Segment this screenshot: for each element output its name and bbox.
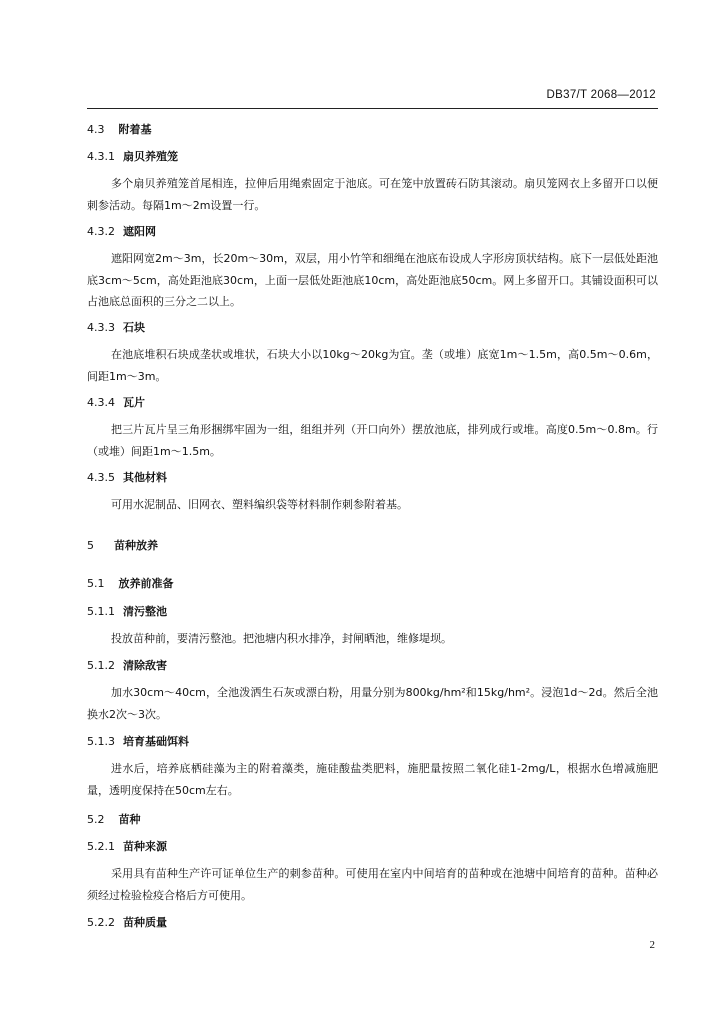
heading-5-1-1 [87,603,167,619]
heading-4-3-5 [87,469,167,485]
heading-4-3-1 [87,148,178,164]
paragraph: 在池底堆积石块成垄状或堆状，石块大小以10kg～20kg为宜。垄（或堆）底宽1m～1.5m，高0.5m～0.6m，间距1m～3m。 [87,348,658,383]
heading-5-1-3 [87,733,189,749]
heading-number: 4.3.1 [87,150,115,163]
heading-number: 5.1.1 [87,605,115,618]
heading-title: 瓦片 [123,396,145,409]
heading-number: 5.2.2 [87,916,115,929]
heading-number: 5.1.2 [87,659,115,672]
heading-number: 4.3.5 [87,471,115,484]
heading-4-3-4 [87,394,145,410]
heading-4-3 [87,121,152,137]
heading-number: 5 [87,539,94,552]
paragraph: 可用水泥制品、旧网衣、塑料编织袋等材料制作刺参附着基。 [111,498,408,511]
heading-title: 遮阳网 [123,225,156,238]
paragraph: 把三片瓦片呈三角形捆绑牢固为一组，组组并列（开口向外）摆放池底，排列成行或堆。高度0.5m～0.8m。行（或堆）间距1m～1.5m。 [87,423,658,458]
heading-title: 苗种质量 [123,916,167,929]
heading-number: 4.3 [87,123,105,136]
heading-4-3-2 [87,223,156,239]
heading-number: 4.3.3 [87,321,115,334]
heading-number: 5.2 [87,813,105,826]
heading-title: 其他材料 [123,471,167,484]
heading-title: 清污整池 [123,605,167,618]
heading-4-3-3 [87,319,145,335]
paragraph: 加水30cm～40cm，全池泼洒生石灰或漂白粉，用量分别为800kg/hm²和15kg/hm²。浸泡1d～2d。然后全池换水2次～3次。 [87,686,658,721]
heading-5-2-1 [87,838,167,854]
heading-number: 5.1 [87,577,105,590]
heading-5-2-2 [87,914,167,930]
header-rule [87,108,658,109]
heading-title: 苗种来源 [123,840,167,853]
paragraph: 多个扇贝养殖笼首尾相连，拉伸后用绳索固定于池底。可在笼中放置砖石防其滚动。扇贝笼网衣上多留开口以便刺参活动。每隔1m～2m设置一行。 [87,177,658,212]
heading-5 [87,537,158,553]
heading-number: 5.1.3 [87,735,115,748]
paragraph: 进水后，培养底栖硅藻为主的附着藻类，施硅酸盐类肥料，施肥量按照二氧化硅1-2mg/L，根据水色增减施肥量，透明度保持在50cm左右。 [87,762,658,797]
heading-title: 苗种放养 [114,539,158,552]
heading-number: 5.2.1 [87,840,115,853]
heading-title: 石块 [123,321,145,334]
heading-title: 苗种 [118,813,141,826]
page-number: 2 [649,939,655,951]
standard-code: DB37/T 2068—2012 [546,89,656,101]
paragraph: 遮阳网宽2m～3m，长20m～30m，双层，用小竹竿和细绳在池底布设成人字形房顶状结构。底下一层低处距池底3cm～5cm，高处距池底30cm，上面一层低处距池底10cm，高处距池底50cm。网上多留开口。其铺设面积可以占池底总面积的三分之二以上。 [87,252,658,308]
heading-title: 扇贝养殖笼 [123,150,178,163]
heading-5-1-2 [87,657,167,673]
paragraph: 投放苗种前，要清污整池。把池塘内积水排净，封闸晒池，维修堤坝。 [111,632,452,645]
heading-number: 4.3.4 [87,396,115,409]
heading-5-2 [87,811,141,827]
heading-title: 附着基 [118,123,152,136]
heading-title: 培育基础饵料 [123,735,189,748]
paragraph: 采用具有苗种生产许可证单位生产的刺参苗种。可使用在室内中间培育的苗种或在池塘中间培育的苗种。苗种必须经过检验检疫合格后方可使用。 [87,867,658,902]
heading-title: 放养前准备 [118,577,174,590]
heading-number: 4.3.2 [87,225,115,238]
heading-5-1 [87,575,174,591]
heading-title: 清除敌害 [123,659,167,672]
